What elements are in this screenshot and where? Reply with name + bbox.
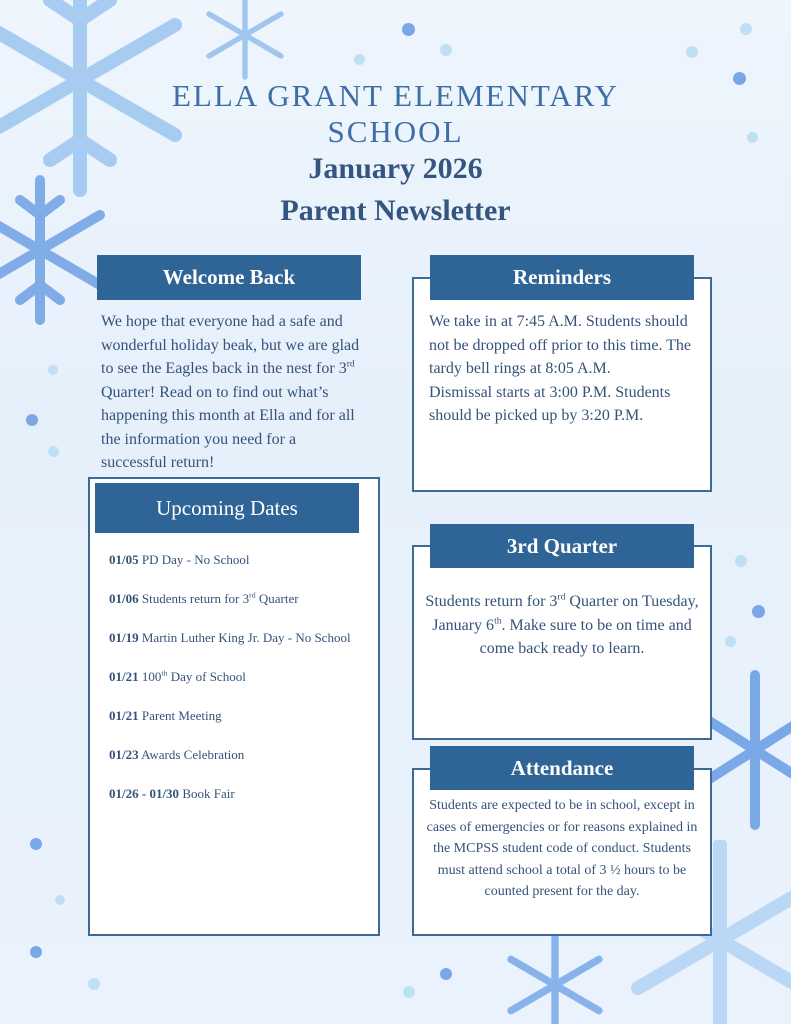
list-item: 01/21 Parent Meeting [109,708,222,723]
attendance-header: Attendance [430,746,694,790]
reminders-text [429,310,699,428]
newsletter-month: January 2026 [308,152,483,185]
welcome-header: Welcome Back [97,255,361,300]
list-item: 01/19 Martin Luther King Jr. Day - No School [109,630,351,645]
snowflake-icon [170,0,320,80]
reminders-line-2: Dismissal starts at 3:00 P.M. Students should be picked up by 3:20 P.M. [429,383,671,424]
reminders-header: Reminders [430,255,694,300]
snowflake-icon [480,930,630,1024]
attendance-text: Students are expected to be in school, except in cases of emergencies or for reasons explained in the MCPSS student code of conduct. Students must attend school a total of 3 ½ hours to be counted present for the day. [426,798,698,899]
quarter-text: Students return for 3rd Quarter on Tuesday, January 6th. Make sure to be on time and come back ready to learn. [425,591,699,657]
list-item: 01/05 PD Day - No School [109,552,250,567]
upcoming-dates-header: Upcoming Dates [95,483,359,533]
list-item: 01/21 100th Day of School [109,668,246,684]
quarter-header: 3rd Quarter [430,524,694,568]
newsletter-title: Parent Newsletter [280,194,511,227]
welcome-text: We hope that everyone had a safe and wonderful holiday beak, but we are glad to see the Eagles back in the nest for 3rd Quarter! Read on to find out what’s happening this month at Ella and for all the information you need for a successful return! [101,313,360,471]
list-item: 01/26 - 01/30 Book Fair [109,786,235,801]
school-name: ELLA GRANT ELEMENTARY SCHOOL [171,78,620,149]
list-item: 01/23 Awards Celebration [109,747,245,762]
reminders-line-1: We take in at 7:45 A.M. Students should not be dropped off prior to this time. The tardy bell rings at 8:05 A.M. [429,313,692,377]
list-item: 01/06 Students return for 3rd Quarter [109,590,299,606]
upcoming-dates-list [109,550,364,823]
